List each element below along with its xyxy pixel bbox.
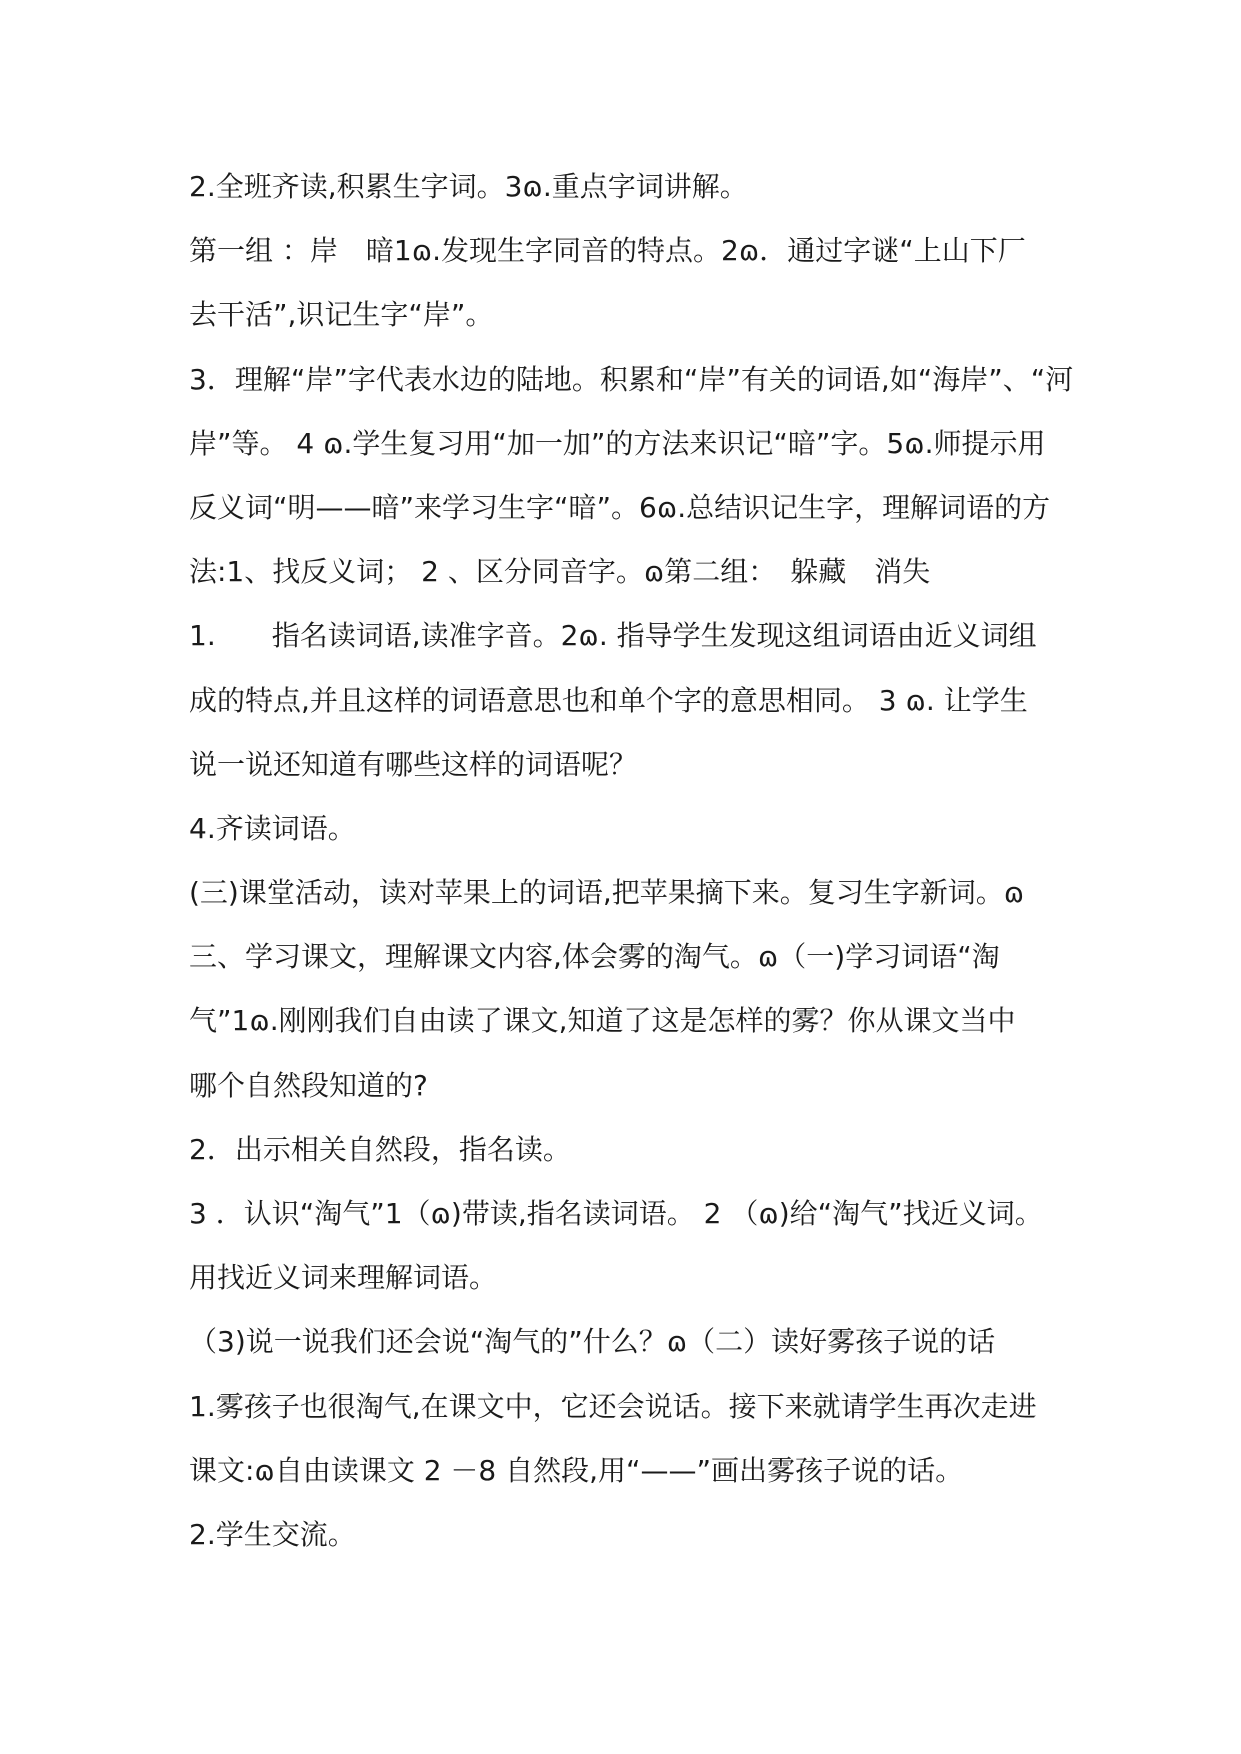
text-line: 2.学生交流。	[189, 1517, 356, 1551]
text-line: 哪个自然段知道的?	[189, 1068, 428, 1102]
text-line: 法:1、找反义词； 2 、区分同音字。ɷ第二组： 躲藏 消失	[189, 555, 931, 589]
text-line: 3 ．认识“淘气”1（ɷ)带读,指名读词语。 2 （ɷ)给“淘气”找近义词。	[189, 1197, 1043, 1230]
text-line: 反义词“明——暗”来学习生字“暗”。6ɷ.总结识记生字，理解词语的方	[189, 490, 1051, 524]
text-line: 2．出示相关自然段，指名读。	[189, 1132, 571, 1166]
text-line: 第一组 ：岸 暗1ɷ.发现生字同音的特点。2ɷ．通过字谜“上山下厂	[189, 234, 1026, 268]
text-line: 成的特点,并且这样的词语意思也和单个字的意思相同。 3 ɷ. 让学生	[189, 683, 1028, 717]
text-line: 1. 指名读词语,读准字音。2ɷ. 指导学生发现这组词语由近义词组	[189, 619, 1037, 653]
text-line: 气”1ɷ.刚刚我们自由读了课文,知道了这是怎样的雾？你从课文当中	[189, 1004, 1016, 1038]
text-line: 1.雾孩子也很淘气,在课文中，它还会说话。接下来就请学生再次走进	[189, 1389, 1037, 1423]
text-line: 3．理解“岸”字代表水边的陆地。积累和“岸”有关的词语,如“海岸”、“河	[189, 362, 1074, 396]
text-line: （3)说一说我们还会说“淘气的”什么？ɷ（二）读好雾孩子说的话	[189, 1325, 996, 1359]
text-line: 三、学习课文，理解课文内容,体会雾的淘气。ɷ（一)学习词语“淘	[189, 940, 1000, 974]
text-line: 4.齐读词语。	[189, 811, 356, 845]
text-line: 用找近义词来理解词语。	[189, 1261, 498, 1295]
text-line: (三)课堂活动，读对苹果上的词语,把苹果摘下来。复习生字新词。ɷ	[189, 876, 1025, 910]
text-line: 2.全班齐读,积累生字词。3ɷ.重点字词讲解。	[189, 170, 748, 203]
document-body	[189, 155, 1074, 1567]
text-line: 说一说还知道有哪些这样的词语呢？	[189, 747, 638, 781]
text-line: 课文:ɷ自由读课文 2 －8 自然段,用“——”画出雾孩子说的话。	[189, 1453, 964, 1487]
text-line: 去干活”,识记生字“岸”。	[189, 298, 494, 332]
text-line: 岸”等。 4 ɷ.学生复习用“加一加”的方法来识记“暗”字。5ɷ.师提示用	[189, 426, 1046, 460]
